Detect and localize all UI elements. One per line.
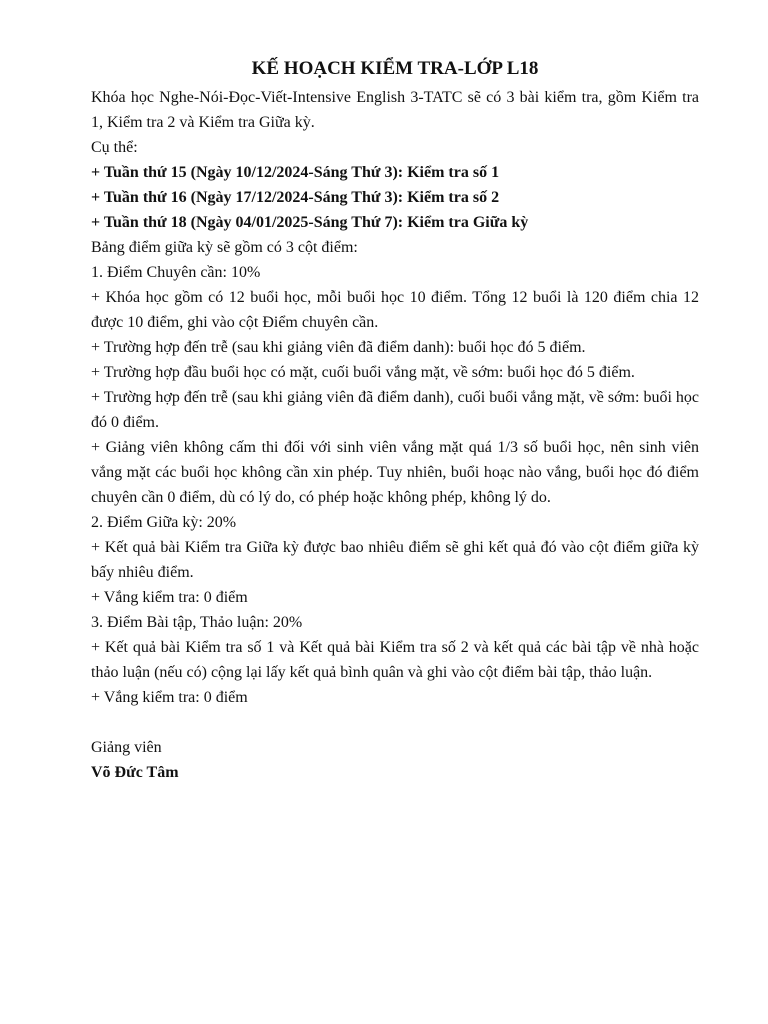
schedule-item-test-1: + Tuần thứ 15 (Ngày 10/12/2024-Sáng Thứ 3): Kiểm tra số 1 [91,164,500,181]
signature-name: Võ Đức Tâm [91,764,179,781]
schedule-item-test-2: + Tuần thứ 16 (Ngày 17/12/2024-Sáng Thứ 3): Kiểm tra số 2 [91,189,500,206]
signature-role: Giảng viên [91,739,162,756]
schedule-item-midterm: + Tuần thứ 18 (Ngày 04/01/2025-Sáng Thứ 7): Kiểm tra Giữa kỳ [91,214,529,231]
document-page [91,56,699,785]
grades-intro: Bảng điểm giữa kỳ sẽ gồm có 3 cột điểm: [91,239,358,256]
section1-heading: 1. Điểm Chuyên cần: 10% [91,264,261,281]
section1-item: + Giảng viên không cấm thi đối với sinh viên vắng mặt quá 1/3 số buổi học, nên sinh viên vắng mặt các buổi học không cần xin phép. Tuy nhiên, buổi hoạc nào vắng, buổi học đó điểm chuyên cần 0 điểm, dù có lý do, có phép hoặc không phép, không lý do. [91,439,699,506]
section2-heading: 2. Điểm Giữa kỳ: 20% [91,514,237,531]
section3-item: + Vắng kiểm tra: 0 điểm [91,689,248,706]
details-heading: Cụ thể: [91,139,138,156]
signature-spacer [91,710,699,735]
section1-item: + Khóa học gồm có 12 buổi học, mỗi buổi học 10 điểm. Tổng 12 buổi là 120 điểm chia 12 được 10 điểm, ghi vào cột Điểm chuyên cần. [91,289,699,331]
section1-item: + Trường hợp đầu buổi học có mặt, cuối buổi vắng mặt, về sớm: buổi học đó 5 điểm. [91,364,635,381]
section2-item: + Kết quả bài Kiểm tra Giữa kỳ được bao nhiêu điểm sẽ ghi kết quả đó vào cột điểm giữa kỳ bấy nhiêu điểm. [91,539,699,581]
intro-paragraph: Khóa học Nghe-Nói-Đọc-Viết-Intensive English 3-TATC sẽ có 3 bài kiểm tra, gồm Kiểm tra 1, Kiểm tra 2 và Kiểm tra Giữa kỳ. [91,89,699,131]
section3-heading: 3. Điểm Bài tập, Thảo luận: 20% [91,614,303,631]
section1-item: + Trường hợp đến trễ (sau khi giảng viên đã điểm danh): buổi học đó 5 điểm. [91,339,586,356]
section3-item: + Kết quả bài Kiểm tra số 1 và Kết quả bài Kiểm tra số 2 và kết quả các bài tập về nhà hoặc thảo luận (nếu có) cộng lại lấy kết quả bình quân và ghi vào cột điểm bài tập, thảo luận. [91,639,699,681]
section2-item: + Vắng kiểm tra: 0 điểm [91,589,248,606]
document-title: KẾ HOẠCH KIỂM TRA-LỚP L18 [251,58,539,79]
section1-item: + Trường hợp đến trễ (sau khi giảng viên đã điểm danh), cuối buổi vắng mặt, về sớm: buổi học đó 0 điểm. [91,389,699,431]
